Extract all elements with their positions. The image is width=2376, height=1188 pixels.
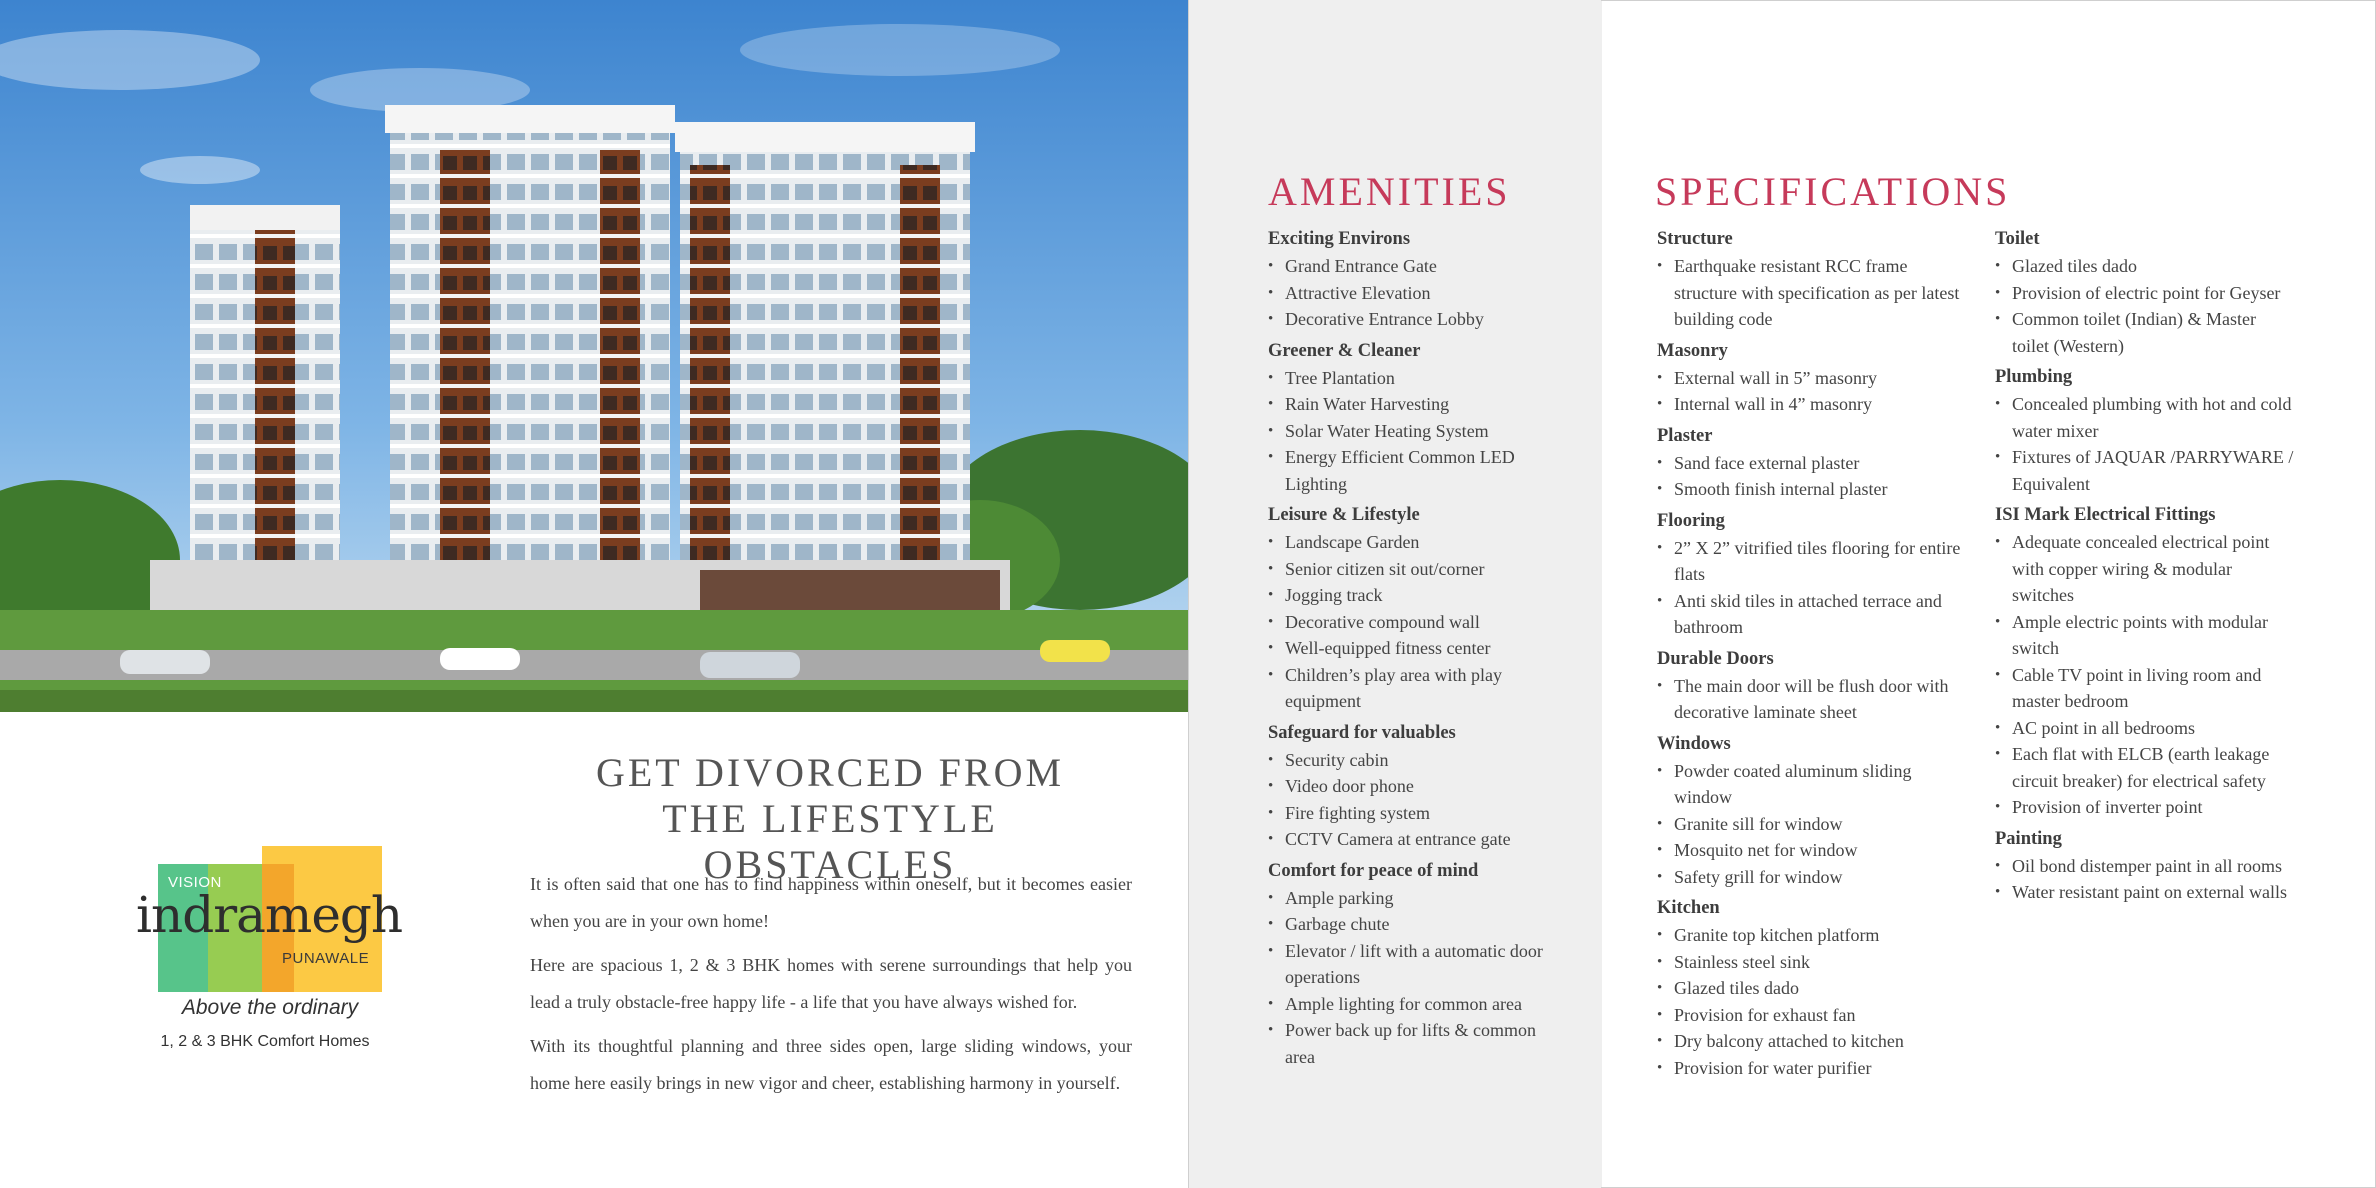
- group-heading: Exciting Environs: [1268, 229, 1411, 249]
- amenities-title: AMENITIES: [1268, 169, 1511, 214]
- bullet-list: [1268, 747, 1568, 853]
- list-item: • Earthquake resistant RCC frame structure with specification as per latest building code: [1657, 253, 1972, 333]
- group-heading: Windows: [1657, 733, 1731, 754]
- list-item: • Garbage chute: [1268, 911, 1568, 938]
- bullet-list: [1657, 758, 1972, 891]
- amenities-list: [1268, 226, 1568, 1075]
- bullet-list: [1657, 535, 1972, 641]
- bullet-list: [1268, 529, 1568, 715]
- intro-paragraph: It is often said that one has to find happiness within oneself, but it becomes easier when you are in your own home!: [530, 874, 1132, 931]
- list-item: • Fire fighting system: [1268, 800, 1568, 827]
- bullet-list: [1995, 253, 2295, 359]
- list-item: • Solar Water Heating System: [1268, 418, 1568, 445]
- bullet-list: [1657, 922, 1972, 1081]
- group-heading: ISI Mark Electrical Fittings: [1995, 505, 2216, 525]
- intro-text: [530, 866, 1132, 1109]
- group-heading: Greener & Cleaner: [1268, 340, 1421, 361]
- list-item: • The main door will be flush door with decorative laminate sheet: [1657, 673, 1972, 726]
- bullet-list: [1657, 450, 1972, 503]
- list-item: • Security cabin: [1268, 747, 1568, 774]
- list-item: • Children’s play area with play equipment: [1268, 662, 1568, 715]
- list-item: • Rain Water Harvesting: [1268, 391, 1568, 418]
- intro-paragraph: With its thoughtful planning and three sides open, large sliding windows, your home here easily brings in new vigor and cheer, establishing harmony in yourself.: [530, 1036, 1132, 1093]
- list-item: • Glazed tiles dado: [1995, 253, 2295, 280]
- bullet-list: [1268, 253, 1568, 333]
- headline-line-1: GET DIVORCED FROM: [595, 750, 1065, 795]
- specifications-column-1: [1657, 226, 1972, 1086]
- list-item: • Smooth finish internal plaster: [1657, 476, 1972, 503]
- group-heading: Masonry: [1657, 340, 1728, 361]
- list-item: • Internal wall in 4” masonry: [1657, 391, 1972, 418]
- specifications-column-2: [1995, 226, 2295, 911]
- group-heading: Painting: [1995, 828, 2062, 849]
- list-item: • Well-equipped fitness center: [1268, 635, 1568, 662]
- list-item: • Concealed plumbing with hot and cold water mixer: [1995, 391, 2295, 444]
- bullet-list: [1995, 529, 2295, 821]
- list-item: • Attractive Elevation: [1268, 280, 1568, 307]
- list-item: • Fixtures of JAQUAR /PARRYWARE / Equivalent: [1995, 444, 2295, 497]
- specifications-title: SPECIFICATIONS: [1655, 169, 2011, 214]
- building-render-image: [0, 0, 1188, 712]
- headline-line-2: THE LIFESTYLE OBSTACLES: [662, 796, 998, 887]
- list-item: • Granite top kitchen platform: [1657, 922, 1972, 949]
- list-item: • Anti skid tiles in attached terrace and bathroom: [1657, 588, 1972, 641]
- list-item: • Adequate concealed electrical point with copper wiring & modular switches: [1995, 529, 2295, 609]
- group-heading: Flooring: [1657, 510, 1725, 531]
- bullet-list: [1657, 253, 1972, 333]
- bullet-list: [1268, 885, 1568, 1071]
- list-item: • Jogging track: [1268, 582, 1568, 609]
- list-item: • 2” X 2” vitrified tiles flooring for entire flats: [1657, 535, 1972, 588]
- list-item: • Stainless steel sink: [1657, 949, 1972, 976]
- bullet-list: [1657, 673, 1972, 726]
- list-item: • Safety grill for window: [1657, 864, 1972, 891]
- brand-subtitle: 1, 2 & 3 BHK Comfort Homes: [160, 1033, 370, 1050]
- bullet-list: [1995, 391, 2295, 497]
- list-item: • Mosquito net for window: [1657, 837, 1972, 864]
- list-item: • AC point in all bedrooms: [1995, 715, 2295, 742]
- group-heading: Durable Doors: [1657, 648, 1774, 669]
- list-item: • Provision of electric point for Geyser: [1995, 280, 2295, 307]
- list-item: • Senior citizen sit out/corner: [1268, 556, 1568, 583]
- list-item: • Provision for exhaust fan: [1657, 1002, 1972, 1029]
- list-item: • Glazed tiles dado: [1657, 975, 1972, 1002]
- list-item: • Powder coated aluminum sliding window: [1657, 758, 1972, 811]
- list-item: • Ample electric points with modular switch: [1995, 609, 2295, 662]
- logo-location-text: PUNAWALE: [282, 950, 370, 967]
- list-item: • Energy Efficient Common LED Lighting: [1268, 444, 1568, 497]
- list-item: • Dry balcony attached to kitchen: [1657, 1028, 1972, 1055]
- list-item: • Granite sill for window: [1657, 811, 1972, 838]
- list-item: • Common toilet (Indian) & Master toilet (Western): [1995, 306, 2295, 359]
- list-item: • Landscape Garden: [1268, 529, 1568, 556]
- list-item: • Decorative Entrance Lobby: [1268, 306, 1568, 333]
- list-item: • Water resistant paint on external walls: [1995, 879, 2295, 906]
- bullet-list: [1268, 365, 1568, 498]
- list-item: • Provision for water purifier: [1657, 1055, 1972, 1082]
- list-item: • Tree Plantation: [1268, 365, 1568, 392]
- list-item: • Grand Entrance Gate: [1268, 253, 1568, 280]
- bullet-list: [1995, 853, 2295, 906]
- group-heading: Plumbing: [1995, 367, 2073, 387]
- group-heading: Plaster: [1657, 425, 1713, 446]
- logo-vision-text: VISION: [168, 874, 222, 891]
- list-item: • Video door phone: [1268, 773, 1568, 800]
- logo-brand-name: indramegh: [136, 886, 403, 944]
- list-item: • CCTV Camera at entrance gate: [1268, 826, 1568, 853]
- bullet-list: [1657, 365, 1972, 418]
- list-item: • Ample parking: [1268, 885, 1568, 912]
- list-item: • Cable TV point in living room and master bedroom: [1995, 662, 2295, 715]
- list-item: • Ample lighting for common area: [1268, 991, 1568, 1018]
- list-item: • Oil bond distemper paint in all rooms: [1995, 853, 2295, 880]
- group-heading: Comfort for peace of mind: [1268, 860, 1479, 881]
- intro-paragraph: Here are spacious 1, 2 & 3 BHK homes with serene surroundings that help you lead a truly obstacle-free happy life - a life that you have always wished for.: [530, 955, 1132, 1012]
- list-item: • Elevator / lift with a automatic door operations: [1268, 938, 1568, 991]
- group-heading: Kitchen: [1657, 898, 1720, 918]
- group-heading: Toilet: [1995, 229, 2040, 249]
- list-item: • Sand face external plaster: [1657, 450, 1972, 477]
- list-item: • Power back up for lifts & common area: [1268, 1017, 1568, 1070]
- brand-tagline: Above the ordinary: [181, 996, 359, 1019]
- list-item: • External wall in 5” masonry: [1657, 365, 1972, 392]
- group-heading: Structure: [1657, 229, 1733, 249]
- list-item: • Decorative compound wall: [1268, 609, 1568, 636]
- list-item: • Provision of inverter point: [1995, 794, 2295, 821]
- list-item: • Each flat with ELCB (earth leakage circuit breaker) for electrical safety: [1995, 741, 2295, 794]
- group-heading: Safeguard for valuables: [1268, 722, 1456, 743]
- group-heading: Leisure & Lifestyle: [1268, 505, 1420, 525]
